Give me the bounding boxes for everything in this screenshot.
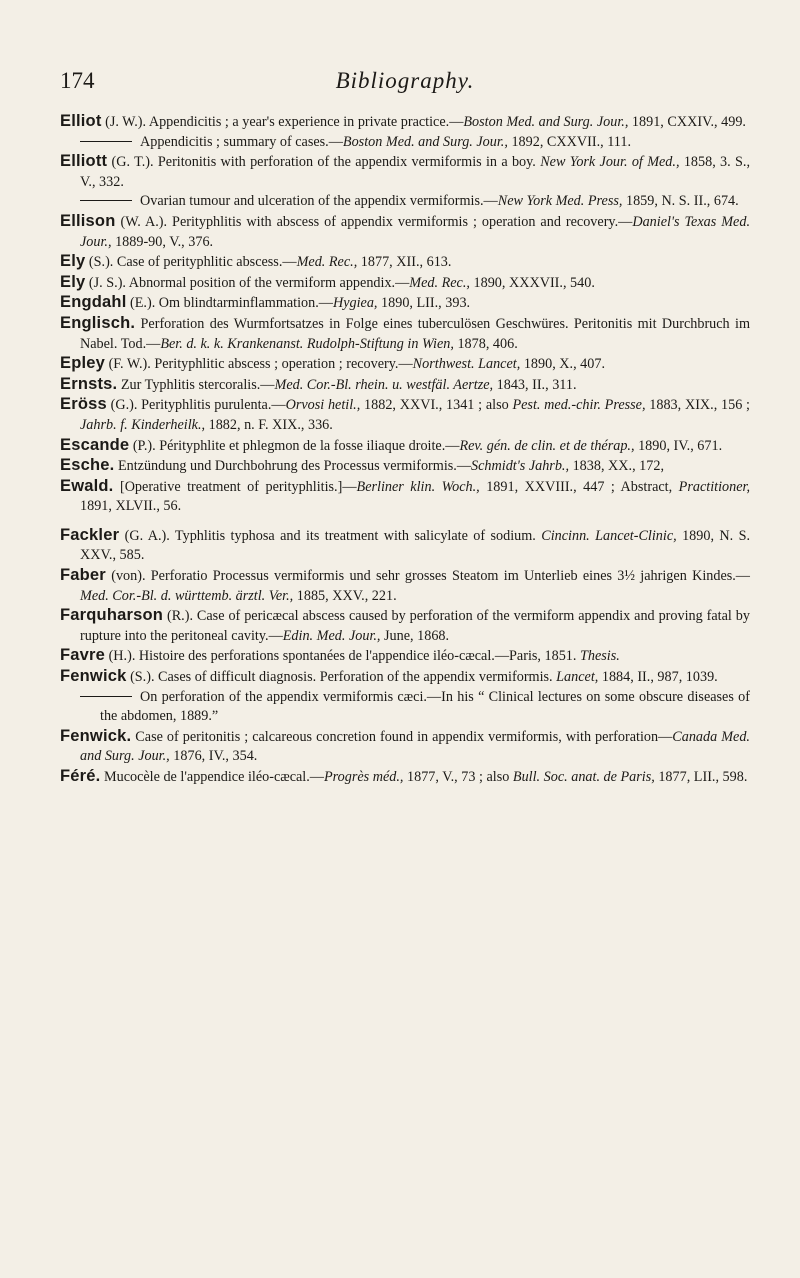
entry-citation-2: 1883, XIX., 156 ;	[645, 397, 750, 414]
entry-author: Favre	[60, 646, 106, 665]
entry-author: Ewald.	[60, 476, 114, 495]
bibliography-entry	[60, 152, 750, 192]
entry-citation: 1877, V., 73 ; also	[403, 769, 513, 785]
entry-text: Appendicitis ; summary of cases.—	[140, 133, 343, 150]
bibliography-entry	[60, 273, 750, 294]
entry-text: (von). Perforatio Processus vermiformis und sehr grosses Steatom im Unterlieb eines 3½ jahrigen Kindes.—	[105, 568, 750, 585]
entry-citation: 1877, XII., 613.	[357, 254, 452, 271]
entry-source: Cincinn. Lancet-Clinic,	[541, 527, 677, 544]
entry-citation: 1838, XX., 172,	[569, 458, 665, 475]
entry-source: Med. Rec.,	[296, 254, 358, 271]
entry-source: Med. Cor.-Bl. d. württemb. ärztl. Ver.,	[80, 587, 294, 604]
entry-citation-3: 1882, n. F. XIX., 336.	[205, 416, 333, 433]
entry-citation: June, 1868.	[380, 627, 450, 644]
entry-source: Schmidt's Jahrb.,	[471, 458, 570, 475]
entry-author: Englisch.	[60, 313, 136, 332]
entry-author: Farquharson	[60, 606, 164, 625]
entry-text: (W. A.). Perityphlitis with abscess of appendix vermiformis ; operation and recovery.—	[115, 213, 633, 230]
entry-author: Ernsts.	[60, 374, 118, 393]
entry-citation: 1878, 406.	[453, 335, 518, 352]
entry-text: (H.). Histoire des perforations spontanées de l'appendice iléo-cæcal.—Paris, 1851.	[105, 648, 580, 665]
entry-author: Ely	[60, 252, 86, 271]
entry-author: Fenwick.	[60, 726, 132, 745]
entry-source: Daniel's Texas Med. Jour.,	[80, 213, 750, 250]
entry-citation-2: 1877, LII., 598.	[654, 769, 748, 785]
bibliography-entry	[60, 477, 750, 517]
entry-text: (J. S.). Abnormal position of the vermiform appendix.—	[85, 274, 410, 291]
entry-source: Progrès méd.,	[323, 769, 404, 785]
entry-text: (F. W.). Perityphlitic abscess ; operation ; recovery.—	[105, 356, 413, 373]
bibliography-entry	[60, 646, 750, 667]
entry-author: Esche.	[60, 456, 115, 475]
entry-text: (S.). Case of perityphlitic abscess.—	[85, 254, 297, 271]
entry-author: Ellison	[60, 211, 116, 230]
entry-author: Ely	[60, 272, 86, 291]
entry-source-2: Practitioner,	[678, 478, 750, 495]
entry-citation: 1890, X., 407.	[520, 356, 605, 373]
bibliography-entry	[60, 212, 750, 252]
entry-citation: 1882, XXVI., 1341 ; also	[360, 397, 513, 414]
entry-source: Med. Cor.-Bl. rhein. u. westfäl. Aertze,	[274, 376, 494, 393]
entry-text: (P.). Pérityphlite et phlegmon de la fosse iliaque droite.—	[129, 437, 460, 454]
entry-text: (G. T.). Peritonitis with perforation of the appendix vermiformis in a boy.	[107, 154, 536, 171]
entry-text: Case of peritonitis ; calcareous concretion found in appendix vermiformis, with perforation—	[131, 728, 673, 745]
entry-source: Ber. d. k. k. Krankenanst. Rudolph-Stiftung in Wien,	[160, 335, 454, 352]
page-header	[60, 68, 750, 98]
entry-citation: 1885, XXV., 221.	[293, 587, 397, 604]
entry-source-3: Jahrb. f. Kinderheilk.,	[80, 416, 206, 433]
entry-citation: 1884, II., 987, 1039.	[598, 669, 718, 686]
entry-source: Edin. Med. Jour.,	[282, 627, 381, 644]
entry-author: Eröss	[60, 395, 107, 414]
bibliography-entry	[60, 688, 750, 727]
entry-text: [Operative treatment of perityphlitis.]—	[113, 478, 357, 495]
bibliography-entry	[60, 395, 750, 435]
entry-citation: 1889-90, V., 376.	[111, 233, 214, 250]
entry-citation: 1876, IV., 354.	[169, 748, 258, 765]
bibliography-entry	[60, 133, 750, 153]
entry-citation: 1890, LII., 393.	[377, 295, 471, 312]
bibliography-entry	[60, 436, 750, 457]
entry-text: Entzündung und Durchbohrung des Processus vermiformis.—	[114, 458, 472, 475]
entry-text: Zur Typhlitis stercoralis.—	[117, 376, 275, 393]
entry-author: Elliott	[60, 152, 108, 171]
entry-citation: 1891, CXXIV., 499.	[628, 114, 746, 130]
entry-text: On perforation of the appendix vermiformis cæci.—In his “ Clinical lectures on some obscure diseases of the abdomen, 1889.”	[100, 688, 750, 725]
entry-source: Rev. gén. de clin. et de thérap.,	[459, 437, 635, 454]
entry-source: Med. Rec.,	[409, 274, 470, 291]
bibliography-entry	[60, 566, 750, 606]
entry-citation: 1858, 3. S., V., 332.	[80, 154, 751, 190]
entry-citation: 1892, CXXVII., 111.	[507, 133, 631, 150]
entry-citation: 1891, XXVIII., 447 ; Abstract,	[479, 478, 679, 495]
entry-source: New York Jour. of Med.,	[540, 154, 680, 171]
bibliography-entry	[60, 727, 750, 767]
entry-author: Escande	[60, 435, 130, 454]
entry-text: Perforation des Wurmfortsatzes in Folge eines tuberculösen Geschwüres. Peritonitis mit Durchbruch im Nabel. Tod.—	[80, 315, 750, 352]
page-number: 174	[60, 68, 95, 93]
entry-text: Mucocèle de l'appendice iléo-cæcal.—	[100, 769, 324, 785]
entry-source: Thesis.	[579, 648, 620, 665]
bibliography-entry	[60, 354, 750, 375]
entry-source: Boston Med. and Surg. Jour.,	[342, 133, 508, 150]
ditto-dash	[80, 200, 132, 201]
bibliography-entry	[60, 314, 750, 354]
entry-author: Engdahl	[60, 293, 127, 312]
entry-author: Fenwick	[60, 667, 127, 686]
entry-citation: 1890, N. S. XXV., 585.	[80, 527, 751, 564]
entry-text: (J. W.). Appendicitis ; a year's experience in private practice.—	[101, 114, 464, 130]
bibliography-entry	[60, 192, 750, 212]
entry-author: Elliot	[60, 112, 102, 130]
bibliography-entry	[60, 375, 750, 396]
entry-text: (G.). Perityphlitis purulenta.—	[106, 397, 286, 414]
ditto-dash	[80, 696, 132, 697]
entry-text: (G. A.). Typhlitis typhosa and its treatment with salicylate of sodium.	[119, 527, 536, 544]
bibliography-entry	[60, 606, 750, 646]
entry-author: Féré.	[60, 767, 101, 785]
entry-source: Lancet,	[556, 669, 599, 686]
entry-citation: 1843, II., 311.	[493, 376, 577, 393]
entry-source: Northwest. Lancet,	[412, 356, 521, 373]
entry-source: Canada Med. and Surg. Jour.,	[80, 728, 750, 765]
entry-source: Boston Med. and Surg. Jour.,	[463, 114, 629, 130]
entry-citation: 1890, IV., 671.	[634, 437, 723, 454]
bibliography-entry	[60, 252, 750, 273]
entry-text: (E.). Om blindtarminflammation.—	[126, 295, 333, 312]
running-title: Bibliography.	[335, 68, 475, 93]
entry-citation: 1890, XXXVII., 540.	[469, 274, 595, 291]
entry-text: Ovarian tumour and ulceration of the appendix vermiformis.—	[140, 193, 498, 210]
bibliography-entry	[60, 112, 750, 133]
entry-author: Epley	[60, 354, 106, 373]
entry-citation-2: 1891, XLVII., 56.	[80, 498, 182, 515]
entry-source: Orvosi hetil.,	[285, 397, 361, 414]
bibliography-entry	[60, 667, 750, 688]
entry-text: (S.). Cases of difficult diagnosis. Perforation of the appendix vermiformis.	[126, 669, 553, 686]
bibliography-entry	[60, 456, 750, 477]
ditto-dash	[80, 141, 132, 142]
bibliography-entry	[60, 526, 750, 566]
entry-author: Fackler	[60, 525, 120, 544]
entry-citation: 1859, N. S. II., 674.	[622, 193, 739, 210]
entry-author: Faber	[60, 566, 106, 585]
bibliography-entry	[60, 293, 750, 314]
entry-text: (R.). Case of pericæcal abscess caused by perforation of the vermiform appendix and proving fatal by rupture into the peritoneal cavity.—	[80, 608, 750, 644]
bibliography-list	[60, 112, 750, 788]
bibliography-entry	[60, 767, 750, 788]
entry-source: Hygiea,	[332, 295, 378, 312]
entry-source: Berliner klin. Woch.,	[356, 478, 480, 495]
entry-source-2: Pest. med.-chir. Presse,	[512, 397, 646, 414]
entry-source-2: Bull. Soc. anat. de Paris,	[512, 769, 655, 785]
entry-source: New York Med. Press,	[497, 193, 623, 210]
